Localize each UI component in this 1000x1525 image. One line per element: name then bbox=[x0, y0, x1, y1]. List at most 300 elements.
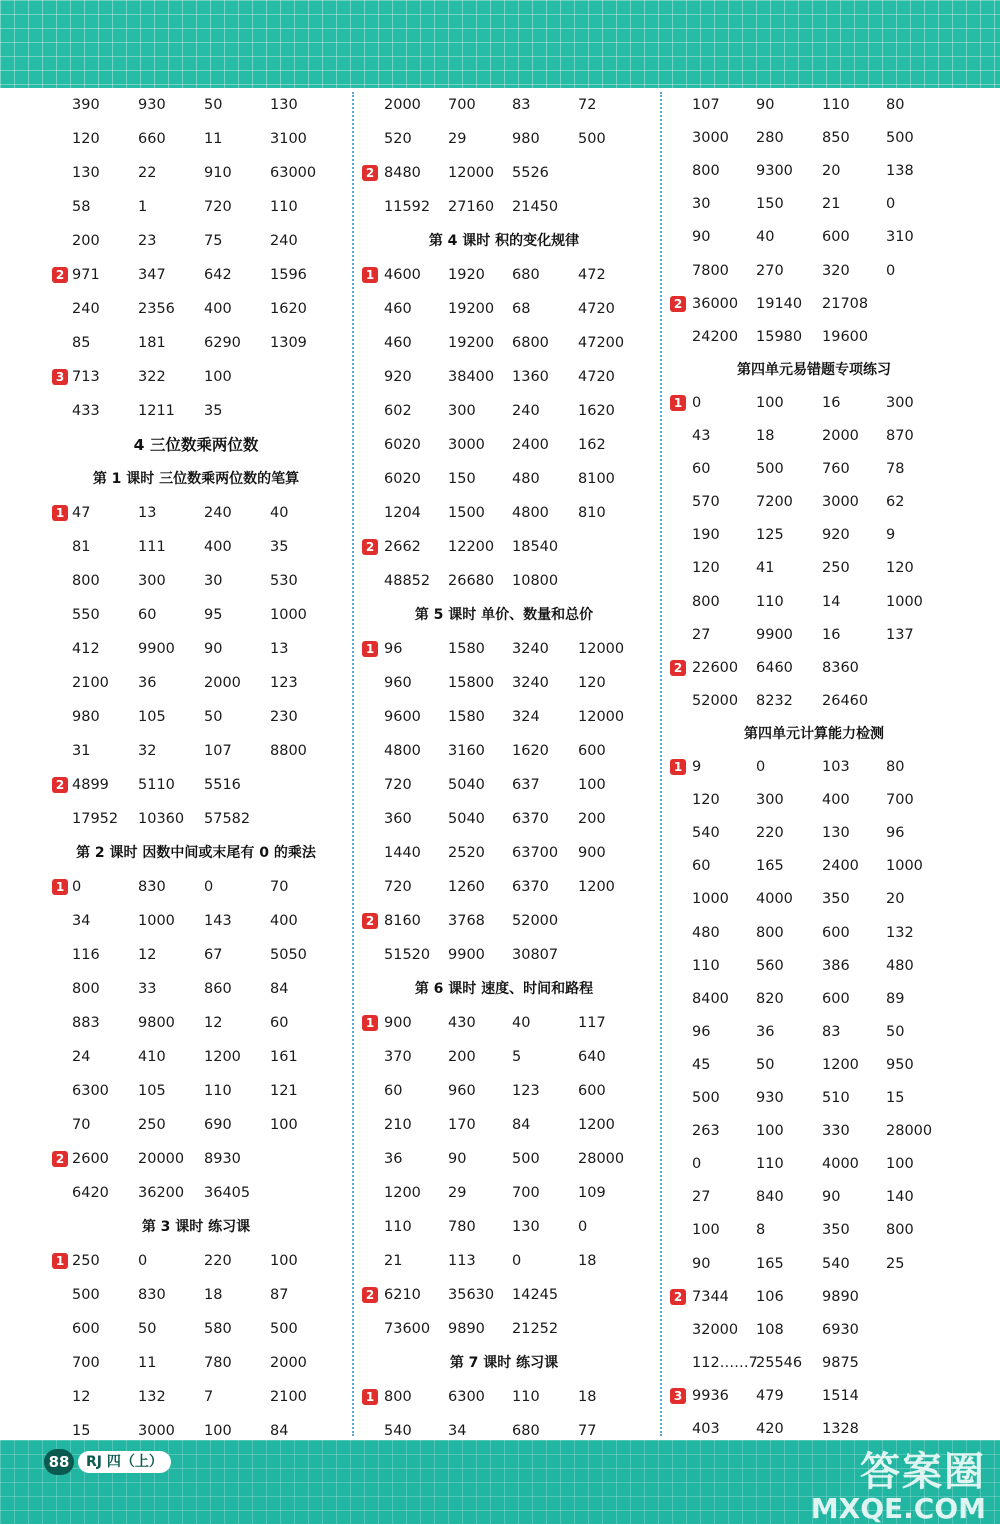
answer-value: 130 bbox=[512, 1219, 540, 1235]
answer-value: 5526 bbox=[512, 165, 549, 181]
section-heading: 第 3 课时 练习课 bbox=[141, 1219, 251, 1235]
section-heading: 第 4 课时 积的变化规律 bbox=[428, 233, 580, 249]
answer-value: 250 bbox=[138, 1117, 166, 1133]
answer-value: 8480 bbox=[384, 165, 421, 181]
answer-value: 12000 bbox=[448, 165, 495, 181]
answer-value: 0 bbox=[886, 196, 896, 213]
answer-row bbox=[664, 121, 964, 155]
answer-value: 6300 bbox=[448, 1389, 485, 1405]
answer-value: 41 bbox=[756, 560, 775, 577]
answer-value: 1000 bbox=[270, 607, 307, 623]
answer-value: 6020 bbox=[384, 471, 421, 487]
answer-row bbox=[664, 849, 964, 883]
answer-value: 230 bbox=[270, 709, 298, 725]
answer-row bbox=[356, 394, 652, 428]
answer-value: 6020 bbox=[384, 437, 421, 453]
answer-value: 23 bbox=[138, 233, 157, 249]
answer-value: 67 bbox=[204, 947, 223, 963]
answer-value: 1309 bbox=[270, 335, 307, 351]
answer-value: 800 bbox=[384, 1389, 412, 1405]
answer-value: 8160 bbox=[384, 913, 421, 929]
answer-value: 15980 bbox=[756, 328, 803, 345]
answer-row bbox=[46, 258, 346, 292]
section-heading: 第 7 课时 练习课 bbox=[449, 1355, 559, 1371]
answer-row bbox=[356, 88, 652, 122]
answer-value: 120 bbox=[692, 560, 720, 577]
answer-value: 3240 bbox=[512, 675, 549, 691]
answer-value: 29 bbox=[448, 1185, 467, 1201]
answer-value: 680 bbox=[512, 267, 540, 283]
answer-value: 32000 bbox=[692, 1321, 739, 1338]
question-number-badge: 1 bbox=[52, 505, 68, 521]
answer-value: 1 bbox=[138, 199, 148, 215]
answer-value: 0 bbox=[692, 1156, 702, 1173]
answer-row bbox=[46, 190, 346, 224]
answer-value: 263 bbox=[692, 1123, 720, 1140]
answer-value: 8930 bbox=[204, 1151, 241, 1167]
answer-value: 472 bbox=[578, 267, 606, 283]
answer-value: 8 bbox=[756, 1222, 766, 1239]
answer-value: 43 bbox=[692, 428, 711, 444]
answer-value: 58 bbox=[72, 199, 91, 215]
answer-value: 90 bbox=[692, 1255, 711, 1272]
answer-value: 90 bbox=[204, 641, 223, 657]
question-number-badge: 3 bbox=[52, 369, 68, 385]
answer-value: 300 bbox=[138, 573, 166, 589]
answer-value: 165 bbox=[756, 1255, 784, 1272]
answer-value: 1200 bbox=[204, 1049, 241, 1065]
answer-value: 3160 bbox=[448, 743, 485, 759]
answer-value: 9900 bbox=[138, 641, 175, 657]
answer-value: 500 bbox=[692, 1090, 720, 1106]
answer-value: 200 bbox=[448, 1049, 476, 1065]
answer-value: 36 bbox=[384, 1151, 403, 1167]
answer-row bbox=[664, 518, 964, 552]
answer-value: 580 bbox=[204, 1321, 232, 1337]
section-heading: 第 2 课时 因数中间或末尾有 0 的乘法 bbox=[76, 845, 316, 861]
answer-value: 10360 bbox=[138, 811, 185, 827]
answer-row bbox=[46, 1108, 346, 1142]
answer-value: 21 bbox=[384, 1253, 403, 1269]
answer-value: 33 bbox=[138, 981, 157, 997]
answer-value: 3000 bbox=[692, 130, 729, 147]
answer-value: 25 bbox=[886, 1255, 905, 1272]
answer-value: 642 bbox=[204, 267, 232, 283]
answer-value: 960 bbox=[384, 675, 412, 691]
answer-value: 50 bbox=[138, 1321, 157, 1337]
answer-value: 980 bbox=[512, 131, 540, 147]
answer-value: 100 bbox=[692, 1222, 720, 1239]
answer-value: 2100 bbox=[270, 1389, 307, 1405]
answer-value: 51520 bbox=[384, 947, 431, 963]
answer-value: 170 bbox=[448, 1117, 476, 1133]
answer-value: 860 bbox=[204, 981, 232, 997]
answer-row bbox=[356, 632, 652, 666]
answer-value: 60 bbox=[138, 607, 157, 623]
answer-row bbox=[664, 750, 964, 784]
answer-row bbox=[46, 1176, 346, 1210]
answer-value: 9900 bbox=[448, 947, 485, 963]
answer-value: 125 bbox=[756, 527, 784, 544]
answer-row bbox=[664, 783, 964, 817]
answer-value: 700 bbox=[72, 1355, 100, 1371]
answer-value: 22 bbox=[138, 165, 157, 181]
answer-value: 96 bbox=[692, 1023, 711, 1040]
answer-row bbox=[356, 734, 652, 768]
answer-value: 21450 bbox=[512, 199, 559, 215]
answer-value: 1200 bbox=[578, 1117, 615, 1133]
answer-value: 9900 bbox=[756, 626, 793, 643]
answer-value: 540 bbox=[384, 1423, 412, 1439]
answer-value: 560 bbox=[756, 957, 784, 974]
answer-value: 11 bbox=[138, 1355, 157, 1371]
answer-value: 1620 bbox=[270, 301, 307, 317]
answer-value: 800 bbox=[692, 163, 720, 180]
answer-value: 45 bbox=[692, 1056, 711, 1073]
answer-value: 100 bbox=[756, 1123, 784, 1140]
answer-value: 4720 bbox=[578, 369, 615, 385]
answer-row bbox=[46, 1244, 346, 1278]
column-divider bbox=[352, 92, 354, 1436]
watermark-url: MXQE.COM bbox=[810, 1492, 986, 1525]
answer-value: 500 bbox=[578, 131, 606, 147]
answer-value: 24200 bbox=[692, 328, 739, 345]
answer-value: 27 bbox=[692, 1189, 711, 1206]
answer-row bbox=[46, 1142, 346, 1176]
answer-row bbox=[46, 734, 346, 768]
answer-value: 28000 bbox=[578, 1151, 625, 1167]
answer-row bbox=[664, 419, 964, 453]
answer-value: 210 bbox=[384, 1117, 412, 1133]
question-number-badge: 1 bbox=[362, 267, 378, 283]
answer-value: 1200 bbox=[578, 879, 615, 895]
answer-value: 2000 bbox=[204, 675, 241, 691]
answer-row bbox=[46, 632, 346, 666]
section-heading: 第 6 课时 速度、时间和路程 bbox=[414, 981, 594, 997]
answer-value: 400 bbox=[822, 792, 850, 809]
answer-value: 500 bbox=[72, 1287, 100, 1303]
answer-value: 690 bbox=[204, 1117, 232, 1133]
answer-value: 800 bbox=[756, 924, 784, 941]
answer-value: 6800 bbox=[512, 335, 549, 351]
answer-value: 1920 bbox=[448, 267, 485, 283]
answer-value: 80 bbox=[886, 759, 905, 775]
answer-value: 9300 bbox=[756, 163, 793, 180]
answer-value: 100 bbox=[204, 369, 232, 385]
answer-row bbox=[356, 428, 652, 462]
answer-value: 70 bbox=[270, 879, 289, 895]
answer-value: 30807 bbox=[512, 947, 559, 963]
answer-value: 120 bbox=[692, 792, 720, 809]
answer-value: 1211 bbox=[138, 403, 175, 419]
answer-value: 12 bbox=[138, 947, 157, 963]
answer-value: 150 bbox=[448, 471, 476, 487]
answer-value: 110 bbox=[512, 1389, 540, 1405]
answer-value: 840 bbox=[756, 1189, 784, 1206]
answer-row bbox=[46, 156, 346, 190]
answer-value: 322 bbox=[138, 369, 166, 385]
answer-row bbox=[664, 651, 964, 685]
answer-value: 1514 bbox=[822, 1387, 859, 1404]
answer-value: 106 bbox=[756, 1288, 784, 1305]
answer-value: 110 bbox=[692, 957, 720, 974]
answer-value: 2000 bbox=[822, 428, 859, 444]
question-number-badge: 2 bbox=[362, 539, 378, 555]
answer-value: 760 bbox=[822, 461, 850, 478]
answer-value: 12000 bbox=[578, 641, 625, 657]
answer-row bbox=[664, 1313, 964, 1347]
answer-row bbox=[356, 292, 652, 326]
answer-value: 1620 bbox=[512, 743, 549, 759]
answer-value: 800 bbox=[692, 593, 720, 610]
question-number-badge: 2 bbox=[52, 1151, 68, 1167]
answer-value: 103 bbox=[822, 759, 850, 775]
answer-value: 430 bbox=[448, 1015, 476, 1031]
answer-value: 480 bbox=[886, 957, 914, 974]
answer-value: 110 bbox=[384, 1219, 412, 1235]
answer-row bbox=[356, 1108, 652, 1142]
answer-value: 4720 bbox=[578, 301, 615, 317]
answer-value: 3768 bbox=[448, 913, 485, 929]
answer-value: 6460 bbox=[756, 659, 793, 676]
question-number-badge: 2 bbox=[670, 296, 686, 312]
answer-row bbox=[46, 122, 346, 156]
answer-value: 4899 bbox=[72, 777, 109, 793]
answer-value: 550 bbox=[72, 607, 100, 623]
answer-row bbox=[46, 904, 346, 938]
answer-value: 250 bbox=[72, 1253, 100, 1269]
answer-value: 75 bbox=[204, 233, 223, 249]
answer-value: 36405 bbox=[204, 1185, 251, 1201]
answer-value: 400 bbox=[270, 913, 298, 929]
question-number-badge: 1 bbox=[52, 1253, 68, 1269]
answer-value: 83 bbox=[512, 97, 531, 113]
answer-row bbox=[356, 700, 652, 734]
answer-row bbox=[664, 1081, 964, 1115]
question-number-badge: 1 bbox=[362, 641, 378, 657]
answer-value: 240 bbox=[204, 505, 232, 521]
page-footer bbox=[44, 1449, 171, 1475]
answer-value: 85 bbox=[72, 335, 91, 351]
answer-row bbox=[356, 1210, 652, 1244]
answer-value: 110 bbox=[756, 593, 784, 610]
answer-row bbox=[664, 949, 964, 983]
answer-value: 0 bbox=[72, 879, 82, 895]
answer-value: 150 bbox=[756, 196, 784, 213]
answer-value: 220 bbox=[756, 825, 784, 842]
answer-value: 84 bbox=[270, 1423, 289, 1439]
answer-value: 100 bbox=[270, 1117, 298, 1133]
answer-value: 50 bbox=[886, 1023, 905, 1040]
watermark-logo-text: 答案圈 bbox=[860, 1449, 986, 1495]
answer-value: 920 bbox=[384, 369, 412, 385]
answer-row bbox=[664, 1048, 964, 1082]
answer-row bbox=[356, 870, 652, 904]
section-heading: 第 1 课时 三位数乘两位数的笔算 bbox=[92, 471, 300, 487]
answer-value: 3240 bbox=[512, 641, 549, 657]
answer-value: 18 bbox=[578, 1389, 597, 1405]
answer-value: 60 bbox=[692, 461, 711, 478]
answer-value: 1440 bbox=[384, 845, 421, 861]
answer-value: 29 bbox=[448, 131, 467, 147]
answer-value: 2400 bbox=[822, 858, 859, 875]
answer-value: 111 bbox=[138, 539, 166, 555]
answer-value: 5516 bbox=[204, 777, 241, 793]
answer-value: 9600 bbox=[384, 709, 421, 725]
answer-value: 63700 bbox=[512, 845, 559, 861]
answer-value: 161 bbox=[270, 1049, 298, 1065]
answer-value: 820 bbox=[756, 990, 784, 1007]
answer-value: 540 bbox=[822, 1255, 850, 1272]
answer-value: 110 bbox=[204, 1083, 232, 1099]
answer-value: 3100 bbox=[270, 131, 307, 147]
answer-value: 1620 bbox=[578, 403, 615, 419]
answer-value: 6930 bbox=[822, 1321, 859, 1338]
answer-row bbox=[664, 982, 964, 1016]
answer-value: 84 bbox=[512, 1117, 531, 1133]
answer-value: 12000 bbox=[578, 709, 625, 725]
answer-value: 117 bbox=[578, 1015, 606, 1031]
answer-value: 910 bbox=[204, 165, 232, 181]
grade-label: RJ 四（上） bbox=[78, 1451, 171, 1473]
answer-row bbox=[664, 187, 964, 221]
answer-value: 433 bbox=[72, 403, 100, 419]
answer-value: 330 bbox=[822, 1123, 850, 1140]
answer-row bbox=[356, 360, 652, 394]
answer-row bbox=[356, 326, 652, 360]
answer-value: 800 bbox=[72, 573, 100, 589]
answer-value: 0 bbox=[692, 394, 702, 411]
answer-value: 50 bbox=[204, 97, 223, 113]
answer-value: 240 bbox=[72, 301, 100, 317]
answer-value: 28000 bbox=[886, 1123, 933, 1140]
answer-value: 35630 bbox=[448, 1287, 495, 1303]
answer-value: 108 bbox=[756, 1321, 784, 1338]
answer-value: 96 bbox=[384, 641, 403, 657]
answer-value: 390 bbox=[72, 97, 100, 113]
section-heading: 第四单元易错题专项练习 bbox=[737, 361, 891, 378]
question-number-badge: 2 bbox=[670, 660, 686, 676]
answer-row bbox=[46, 598, 346, 632]
answer-value: 190 bbox=[692, 527, 720, 544]
answer-value: 113 bbox=[448, 1253, 476, 1269]
answer-row bbox=[46, 1346, 346, 1380]
section-heading: 第四单元计算能力检测 bbox=[744, 725, 884, 742]
answer-value: 8232 bbox=[756, 692, 793, 709]
answer-value: 18540 bbox=[512, 539, 559, 555]
answer-value: 500 bbox=[512, 1151, 540, 1167]
question-number-badge: 1 bbox=[670, 759, 686, 775]
answer-value: 60 bbox=[270, 1015, 289, 1031]
answer-value: 132 bbox=[886, 924, 914, 941]
answer-value: 50 bbox=[204, 709, 223, 725]
answer-value: 162 bbox=[578, 437, 606, 453]
answer-value: 7800 bbox=[692, 262, 729, 279]
question-number-badge: 2 bbox=[52, 777, 68, 793]
answer-row bbox=[664, 287, 964, 321]
answer-value: 116 bbox=[72, 947, 100, 963]
answer-row bbox=[356, 122, 652, 156]
answer-value: 27 bbox=[692, 626, 711, 643]
answer-row bbox=[46, 938, 346, 972]
answer-value: 36 bbox=[138, 675, 157, 691]
answer-value: 73600 bbox=[384, 1321, 431, 1337]
answer-value: 40 bbox=[270, 505, 289, 521]
answer-value: 140 bbox=[886, 1189, 914, 1206]
answer-value: 9 bbox=[692, 759, 702, 775]
answer-value: 19200 bbox=[448, 301, 495, 317]
answer-value: 110 bbox=[756, 1156, 784, 1173]
answer-value: 9800 bbox=[138, 1015, 175, 1031]
answer-value: 4800 bbox=[512, 505, 549, 521]
answer-value: 720 bbox=[384, 777, 412, 793]
answer-value: 14 bbox=[822, 593, 841, 610]
answer-value: 9936 bbox=[692, 1387, 729, 1404]
answer-value: 123 bbox=[270, 675, 298, 691]
answer-row bbox=[356, 1040, 652, 1074]
answer-value: 95 bbox=[204, 607, 223, 623]
answer-value: 500 bbox=[756, 461, 784, 478]
answer-value: 300 bbox=[886, 394, 914, 411]
answer-value: 1000 bbox=[886, 593, 923, 610]
answer-row bbox=[356, 1244, 652, 1278]
answer-value: 165 bbox=[756, 858, 784, 875]
answer-value: 47 bbox=[72, 505, 91, 521]
answer-column-2 bbox=[356, 88, 652, 1440]
answer-value: 32 bbox=[138, 743, 157, 759]
answer-value: 1596 bbox=[270, 267, 307, 283]
answer-row bbox=[664, 1213, 964, 1247]
answer-row bbox=[664, 254, 964, 288]
question-number-badge: 1 bbox=[362, 1015, 378, 1031]
answer-value: 479 bbox=[756, 1387, 784, 1404]
answer-value: 112……7 bbox=[692, 1354, 758, 1371]
answer-value: 1000 bbox=[138, 913, 175, 929]
answer-value: 2100 bbox=[72, 675, 109, 691]
answer-value: 930 bbox=[138, 97, 166, 113]
answer-row bbox=[356, 190, 652, 224]
answer-value: 1580 bbox=[448, 709, 485, 725]
answer-value: 130 bbox=[822, 825, 850, 842]
answer-row bbox=[46, 326, 346, 360]
answer-value: 1000 bbox=[886, 858, 923, 875]
answer-value: 700 bbox=[512, 1185, 540, 1201]
answer-value: 460 bbox=[384, 301, 412, 317]
answer-row bbox=[356, 462, 652, 496]
answer-value: 13 bbox=[270, 641, 289, 657]
answer-value: 6300 bbox=[72, 1083, 109, 1099]
answer-value: 0 bbox=[512, 1253, 522, 1269]
answer-value: 31 bbox=[72, 743, 91, 759]
answer-value: 70 bbox=[72, 1117, 91, 1133]
answer-row bbox=[356, 258, 652, 292]
answer-value: 350 bbox=[822, 1222, 850, 1239]
answer-row bbox=[46, 870, 346, 904]
answer-row bbox=[46, 666, 346, 700]
answer-value: 16 bbox=[822, 626, 841, 643]
answer-value: 412 bbox=[72, 641, 100, 657]
answer-value: 5040 bbox=[448, 811, 485, 827]
answer-value: 18 bbox=[578, 1253, 597, 1269]
answer-row bbox=[356, 1142, 652, 1176]
answer-value: 460 bbox=[384, 335, 412, 351]
answer-row bbox=[46, 972, 346, 1006]
answer-value: 15800 bbox=[448, 675, 495, 691]
answer-value: 600 bbox=[822, 229, 850, 246]
answer-value: 121 bbox=[270, 1083, 298, 1099]
answer-row bbox=[356, 802, 652, 836]
answer-row bbox=[664, 485, 964, 519]
